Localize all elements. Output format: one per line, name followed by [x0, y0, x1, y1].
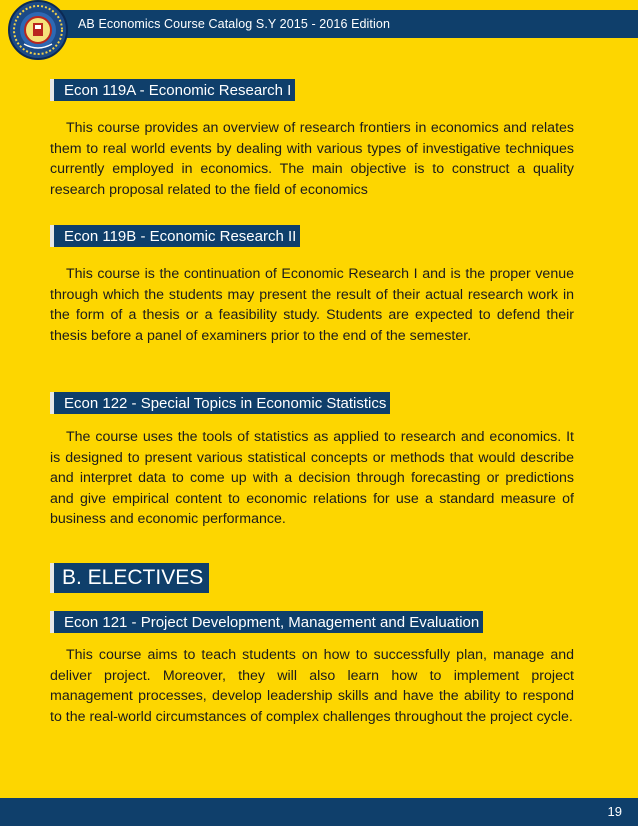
university-seal-logo-icon [4, 0, 74, 64]
course-heading-econ-122: Econ 122 - Special Topics in Economic Statistics [50, 392, 390, 414]
header-title: AB Economics Course Catalog S.Y 2015 - 2016 Edition [78, 17, 390, 31]
course-heading-econ-119a: Econ 119A - Economic Research I [50, 79, 295, 101]
course-description-econ-119a: This course provides an overview of research frontiers in economics and relates them to real world events by dealing with various types of investigative techniques currently employed in economics. The main objective is to construct a quality research proposal related to the field of economics [50, 120, 574, 198]
course-description-econ-119b: This course is the continuation of Economic Research I and is the proper venue through which the students may present the result of their actual research work in the form of a thesis or a feasibility study. Students are expected to defend their thesis before a panel of examiners prior to the end of the semester. [50, 266, 574, 344]
footer-bar [0, 798, 638, 826]
header-bar [58, 10, 638, 38]
section-heading-electives: B. ELECTIVES [50, 563, 209, 593]
course-heading-econ-121: Econ 121 - Project Development, Management and Evaluation [50, 611, 483, 633]
course-description-econ-122: The course uses the tools of statistics as applied to research and economics. It is designed to present various statistical concepts or methods that would describe and interpret data to come up with a decision through forecasting or predictions and give empirical content to economic relations for use a standard measure of business and economic performance. [50, 429, 574, 527]
course-heading-econ-119b: Econ 119B - Economic Research II [50, 225, 300, 247]
course-description-econ-121: This course aims to teach students on how to successfully plan, manage and deliver project. Moreover, they will also learn how to implement project management processes, develop leadership skills and have the ability to respond to the real-world circumstances of complex challenges throughout the project cycle. [50, 647, 574, 725]
page-number: 19 [607, 804, 622, 819]
